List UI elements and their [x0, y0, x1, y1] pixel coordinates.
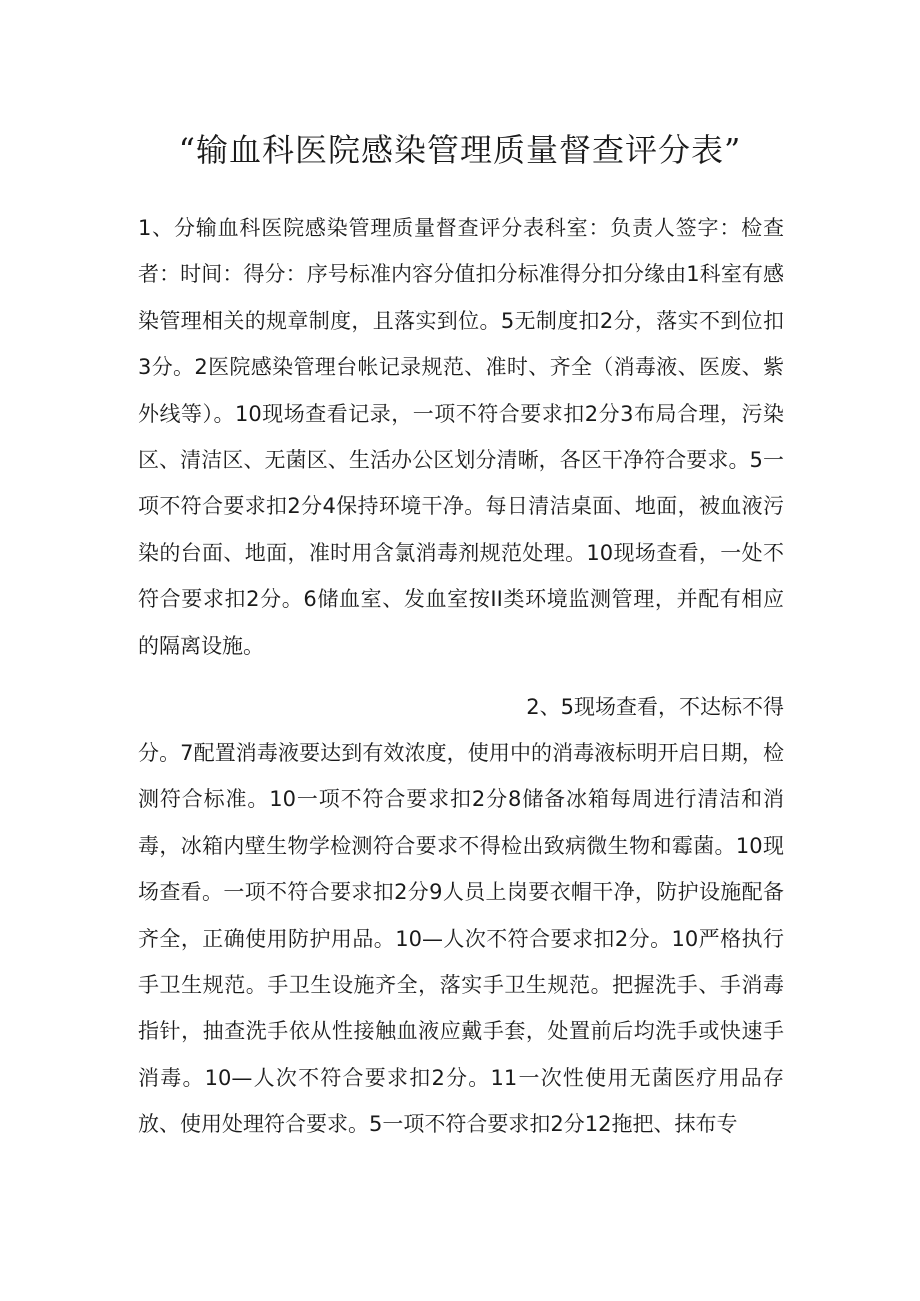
paragraph-2-body: 分。7配置消毒液要达到有效浓度，使用中的消毒液标明开启日期，检测符合标准。10一项不符合要求扣2分8储备冰箱每周进行清洁和消毒，冰箱内壁生物学检测符合要求不得检出致病微生物和霉菌。10现场查看。一项不符合要求扣2分9人员上岗要衣帽干净，防护设施配备齐全，正确使用防护用品。10—人次不符合要求扣2分。10严格执行手卫生规范。手卫生设施齐全，落实手卫生规范。把握洗手、手消毒指针，抽查洗手依从性接触血液应戴手套，处置前后均洗手或快速手消毒。10—人次不符合要求扣2分。11一次性使用无菌医疗用品存放、使用处理符合要求。5一项不符合要求扣2分12拖把、抹布专: [138, 741, 784, 1137]
paragraph-2-lead: 2、5现场查看，不达标不得: [526, 695, 784, 719]
document-title: “输血科医院感染管理质量督查评分表”: [178, 131, 742, 169]
paragraph-1: 1、分输血科医院感染管理质量督查评分表科室：负责人签字：检查者：时间：得分：序号标准内容分值扣分标准得分扣分缘由1科室有感染管理相关的规章制度，且落实到位。5无制度扣2分，落实不到位扣3分。2医院感染管理台帐记录规范、准时、齐全（消毒液、医废、紫外线等）。10现场查看记录，一项不符合要求扣2分3布局合理，污染区、清洁区、无菌区、生活办公区划分清晰，各区干净符合要求。5一项不符合要求扣2分4保持环境干净。每日清洁桌面、地面，被血液污染的台面、地面，准时用含氯消毒剂规范处理。10现场查看，一处不符合要求扣2分。6储血室、发血室按II类环境监测管理，并配有相应的隔离设施。: [138, 216, 784, 658]
